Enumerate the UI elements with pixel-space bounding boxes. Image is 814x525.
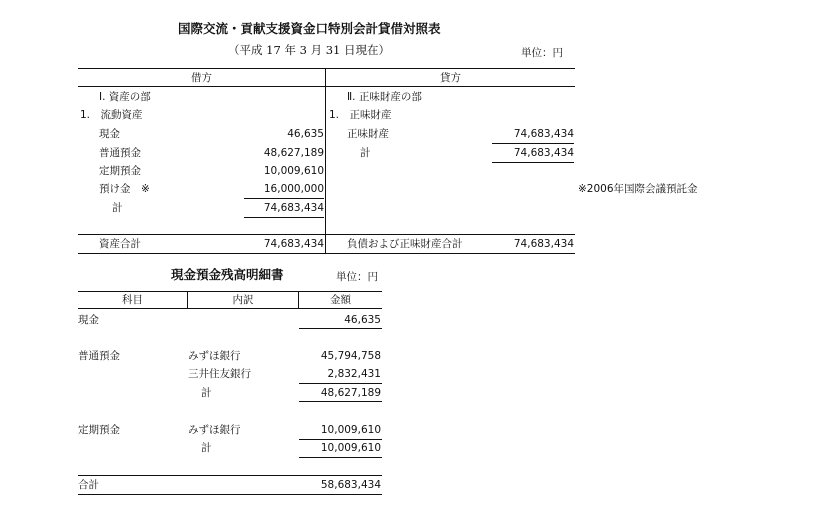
credit-subtotal-underline [492,162,574,163]
credit-row-value: 74,683,434 [513,128,574,140]
balance-sheet-title: 国際交流・貢献支援資金口特別会計貸借対照表 [178,21,441,36]
balance-sheet-unit: 単位：円 [521,47,563,59]
debit-row-value: 16,000,000 [263,183,324,195]
total-bottom-border [78,253,575,254]
debit-subtotal-label: 計 [112,202,123,214]
detail-time-deposit-subtotal-label: 計 [201,442,212,454]
detail-bank-name: みずほ銀行 [188,350,241,362]
balance-sheet-date: （平成 17 年 3 月 31 日現在） [228,43,391,57]
debit-subtotal-underline [244,217,324,218]
detail-cash-label: 現金 [78,314,99,326]
detail-time-deposit-rule [299,439,382,440]
header-bottom-border [78,86,575,87]
detail-savings-subtotal-value: 48,627,189 [320,387,381,399]
detail-bank-name: みずほ銀行 [188,424,241,436]
detail-header-amount: 金額 [330,294,351,306]
total-top-border [78,234,575,235]
detail-header-breakdown: 内訳 [232,294,254,306]
detail-header-top [78,291,382,292]
credit-subtotal-label: 計 [360,147,371,159]
detail-header-bottom [78,308,382,309]
detail-total-top [78,475,382,476]
detail-header-item: 科目 [122,294,143,306]
debit-row-label: 現金 [99,128,120,140]
detail-time-deposit-subtotal-value: 10,009,610 [320,442,381,454]
detail-bank-name: 三井住友銀行 [188,368,251,380]
debit-subsection: 1. 流動資産 [80,109,143,121]
detail-bank-value: 10,009,610 [320,424,381,436]
detail-bank-value: 2,832,431 [327,368,381,380]
detail-total-bottom [78,494,382,495]
detail-time-deposit-underline [299,457,382,458]
credit-subtotal-value: 74,683,434 [513,147,574,159]
detail-unit: 単位：円 [336,271,378,283]
center-divider [325,68,326,254]
detail-time-deposit-label: 定期預金 [78,424,120,436]
detail-cash-value: 46,635 [344,314,381,326]
debit-total-label: 資産合計 [99,238,141,250]
table-top-border [78,68,575,69]
detail-total-label: 合計 [78,479,99,491]
detail-title: 現金預金残高明細書 [171,267,284,282]
detail-bank-value: 45,794,758 [320,350,381,362]
debit-header: 借方 [191,72,212,84]
credit-subsection: 1. 正味財産 [329,109,392,121]
deposit-note: ※2006年国際会議預託金 [578,183,698,195]
detail-savings-label: 普通預金 [78,350,120,362]
debit-row-value: 46,635 [287,128,324,140]
debit-total-value: 74,683,434 [263,238,324,250]
credit-total-label: 負債および正味財産合計 [347,238,463,250]
detail-cash-underline [299,328,382,329]
debit-subtotal-rule [244,198,324,199]
debit-subtotal-value: 74,683,434 [263,202,324,214]
debit-row-label: 定期預金 [99,165,141,177]
credit-header: 貸方 [440,72,461,84]
credit-section: Ⅱ. 正味財産の部 [347,91,422,103]
debit-section: Ⅰ. 資産の部 [99,91,151,103]
detail-savings-subtotal-label: 計 [201,387,212,399]
credit-subtotal-rule [492,143,574,144]
debit-row-value: 48,627,189 [263,147,324,159]
debit-row-label: 預け金 ※ [99,183,150,195]
debit-row-label: 普通預金 [99,147,141,159]
detail-savings-rule [299,383,382,384]
credit-total-value: 74,683,434 [513,238,574,250]
detail-savings-underline [299,401,382,402]
detail-total-value: 58,683,434 [320,479,381,491]
debit-row-value: 10,009,610 [263,165,324,177]
credit-row-label: 正味財産 [347,128,389,140]
